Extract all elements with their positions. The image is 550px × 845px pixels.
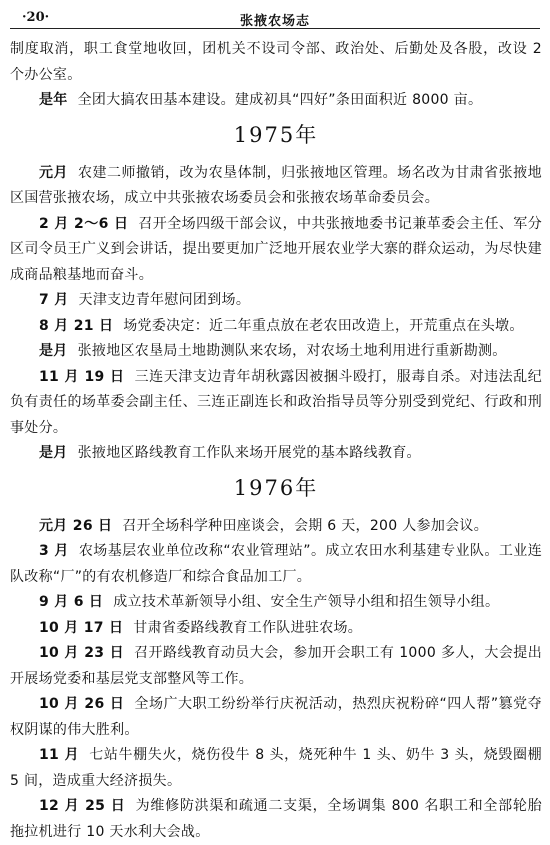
- date-lead: 12 月 25 日: [39, 798, 126, 814]
- date-lead: 10 月 26 日: [39, 696, 125, 712]
- entry-text: 为维修防洪渠和疏通二支渠，全场调集 800 名职工和全部轮胎拖拉机进行 10 天水利大会战。: [10, 798, 542, 840]
- date-lead: 11 月: [39, 747, 80, 763]
- date-lead: 9 月 6 日: [39, 594, 104, 610]
- date-lead: 元月 26 日: [39, 517, 113, 534]
- entry-text: 三连天津支边青年胡秋露因被捆斗殴打，服毒自杀。对违法乱纪负有责任的场革委会副主任、三连正副连长和政治指导员等分别受到党纪、行政和刑事处分。: [10, 368, 542, 436]
- entry-text: 天津支边青年慰问团到场。: [78, 292, 251, 308]
- entry-text: 甘肃省委路线教育工作队进驻农场。: [133, 619, 363, 636]
- paragraph: [10, 37, 542, 88]
- page-number: ·20·: [22, 10, 50, 25]
- page-body: [10, 37, 542, 845]
- date-lead: 是月: [39, 343, 68, 359]
- entry-text: 召开路线教育动员大会，参加开会职工有 1000 多人，大会提出开展场党委和基层党支部整风等工作。: [10, 645, 542, 687]
- chronicle-entry: [10, 212, 542, 289]
- entry-text: 场党委决定：近二年重点放在老农田改造上，开荒重点在头墩。: [123, 317, 524, 334]
- entry-text: 张掖地区路线教育工作队来场开展党的基本路线教育。: [77, 445, 421, 461]
- entry-text: 农建二师撤销，改为农垦体制，归张掖地区管理。场名改为甘肃省张掖地区国营张掖农场，成立中共张掖农场委员会和张掖农场革命委员会。: [10, 164, 542, 206]
- date-lead: 3 月: [39, 543, 69, 559]
- chronicle-entry: [10, 641, 542, 692]
- paragraph-text: 制度取消，职工食堂地收回，团机关不设司令部、政治处、后勤处及各股，改设 2 个办公室。: [10, 41, 542, 83]
- chronicle-entry: [10, 365, 542, 442]
- book-title: 张掖农场志: [239, 14, 310, 29]
- chronicle-entry: [10, 539, 542, 590]
- date-lead: 是月: [39, 445, 68, 461]
- year-heading: 1976年: [233, 475, 319, 500]
- page-header: [10, 6, 540, 29]
- date-lead: 元月: [39, 164, 69, 181]
- date-lead: 8 月 21 日: [39, 317, 114, 334]
- entry-text: 农场基层农业单位改称“农业管理站”。成立农田水利基建专业队。工业连队改称“厂”的有农机修造厂和综合食品加工厂。: [10, 543, 543, 585]
- chronicle-entry: [10, 339, 542, 365]
- chronicle-entry: [10, 441, 542, 467]
- date-lead: 10 月 17 日: [39, 619, 124, 636]
- paragraph: [10, 88, 542, 114]
- chronicle-entry: [10, 692, 542, 743]
- chronicle-entry: [10, 288, 542, 314]
- chronicle-entry: [10, 794, 542, 845]
- year-heading: 1975年: [233, 122, 319, 147]
- chronicle-entry: [10, 743, 542, 794]
- chronicle-entry: [10, 314, 542, 340]
- entry-text: 召开全场科学种田座谈会，会期 6 天，200 人参加会议。: [122, 517, 489, 534]
- chronicle-entry: [10, 161, 542, 212]
- entry-text: 成立技术革新领导小组、安全生产领导小组和招生领导小组。: [113, 594, 500, 610]
- chronicle-entry: [10, 514, 542, 540]
- entry-text: 全场广大职工纷纷举行庆祝活动，热烈庆祝粉碎“四人帮”篡党夺权阴谋的伟大胜利。: [10, 696, 542, 738]
- entry-text: 召开全场四级干部会议，中共张掖地委书记兼革委会主任、军分区司令员王广义到会讲话，提出要更加广泛地开展农业学大寨的群众运动，为尽快建成商品粮基地而奋斗。: [10, 215, 543, 283]
- date-lead: 2 月 2～6 日: [39, 215, 129, 232]
- entry-text: 张掖地区农垦局土地勘测队来农场，对农场土地利用进行重新勘测。: [77, 343, 507, 359]
- date-lead: 11 月 19 日: [39, 368, 125, 385]
- entry-text: 全团大搞农田基本建设。建成初具“四好”条田面积近 8000 亩。: [77, 92, 483, 108]
- date-lead: 7 月: [39, 292, 69, 308]
- date-lead: 是年: [39, 92, 68, 108]
- date-lead: 10 月 23 日: [39, 645, 125, 661]
- entry-text: 七站牛棚失火，烧伤役牛 8 头，烧死种牛 1 头、奶牛 3 头，烧毁圈棚 5 间，造成重大经济损失。: [10, 747, 542, 789]
- chronicle-entry: [10, 616, 542, 642]
- chronicle-entry: [10, 590, 542, 616]
